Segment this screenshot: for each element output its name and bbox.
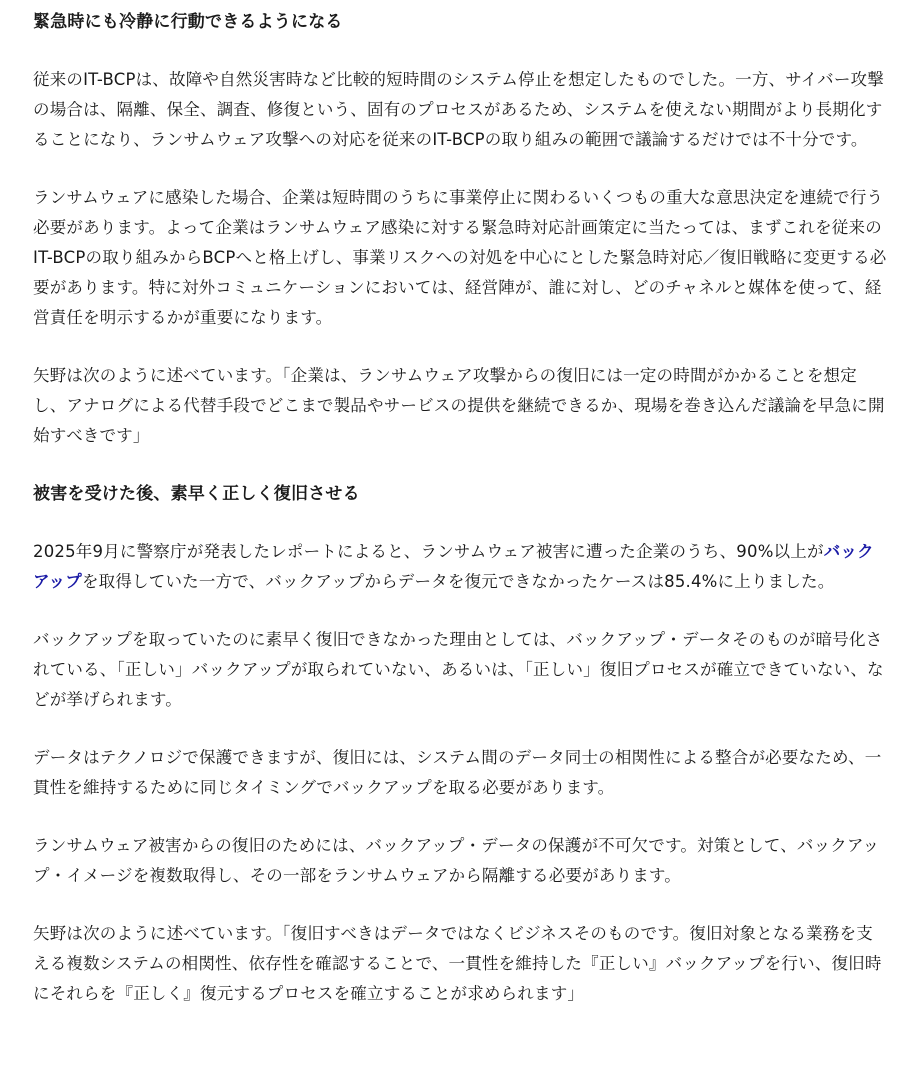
paragraph-quote-yano-1: 矢野は次のように述べています。「企業は、ランサムウェア攻撃からの復旧には一定の時間がかかることを想定し、アナログによる代替手段でどこまで製品やサービスの提供を継続できるか、現場を巻き込んだ議論を早急に開始すべきです」 xyxy=(33,366,885,445)
paragraph-it-bcp: 従来のIT-BCPは、故障や自然災害時など比較的短時間のシステム停止を想定したものでした。一方、サイバー攻撃の場合は、隔離、保全、調査、修復という、固有のプロセスがあるため、システムを使えない期間がより長期化することになり、ランサムウェア攻撃への対応を従来のIT-BCPの取り組みの範囲で議論するだけでは不十分です。 xyxy=(33,70,884,149)
paragraph-text: を取得していた一方で、バックアップからデータを復元できなかったケースは85.4%に上りました。 xyxy=(81,572,835,591)
backup-link[interactable]: バックアップ xyxy=(33,542,874,591)
paragraph-backup-isolation: ランサムウェア被害からの復旧のためには、バックアップ・データの保護が不可欠です。対策として、バックアップ・イメージを複数取得し、その一部をランサムウェアから隔離する必要があります。 xyxy=(33,836,880,885)
section-heading-recovery: 被害を受けた後、素早く正しく復旧させる xyxy=(33,484,360,504)
paragraph-decision-making: ランサムウェアに感染した場合、企業は短時間のうちに事業停止に関わるいくつもの重大な意思決定を連続で行う必要があります。よって企業はランサムウェア感染に対する緊急時対応計画策定に当たっては、まずこれを従来のIT-BCPの取り組みからBCPへと格上げし、事業リスクへの対処を中心にとした緊急時対応／復旧戦略に変更する必要があります。特に対外コミュニケーションにおいては、経営陣が、誰に対し、どのチャネルと媒体を使って、経営責任を明示するかが重要になります。 xyxy=(33,188,887,327)
paragraph-police-report xyxy=(33,537,889,597)
paragraph-data-consistency: データはテクノロジで保護できますが、復旧には、システム間のデータ同士の相関性による整合が必要なため、一貫性を維持するために同じタイミングでバックアップを取る必要があります。 xyxy=(33,748,882,797)
paragraph-quote-yano-2: 矢野は次のように述べています。「復旧すべきはデータではなくビジネスそのものです。復旧対象となる業務を支える複数システムの相関性、依存性を確認することで、一貫性を維持した『正しい』バックアップを行い、復旧時にそれらを『正しく』復元するプロセスを確立することが求められます」 xyxy=(33,924,882,1003)
paragraph-recovery-failure-reasons: バックアップを取っていたのに素早く復旧できなかった理由としては、バックアップ・データそのものが暗号化されている、「正しい」バックアップが取られていない、あるいは、「正しい」復旧プロセスが確立できていない、などが挙げられます。 xyxy=(33,630,884,709)
paragraph-text: 2025年9月に警察庁が発表したレポートによると、ランサムウェア被害に遭った企業のうち、90%以上が xyxy=(33,542,824,561)
section-heading-emergency: 緊急時にも冷静に行動できるようになる xyxy=(33,12,343,32)
